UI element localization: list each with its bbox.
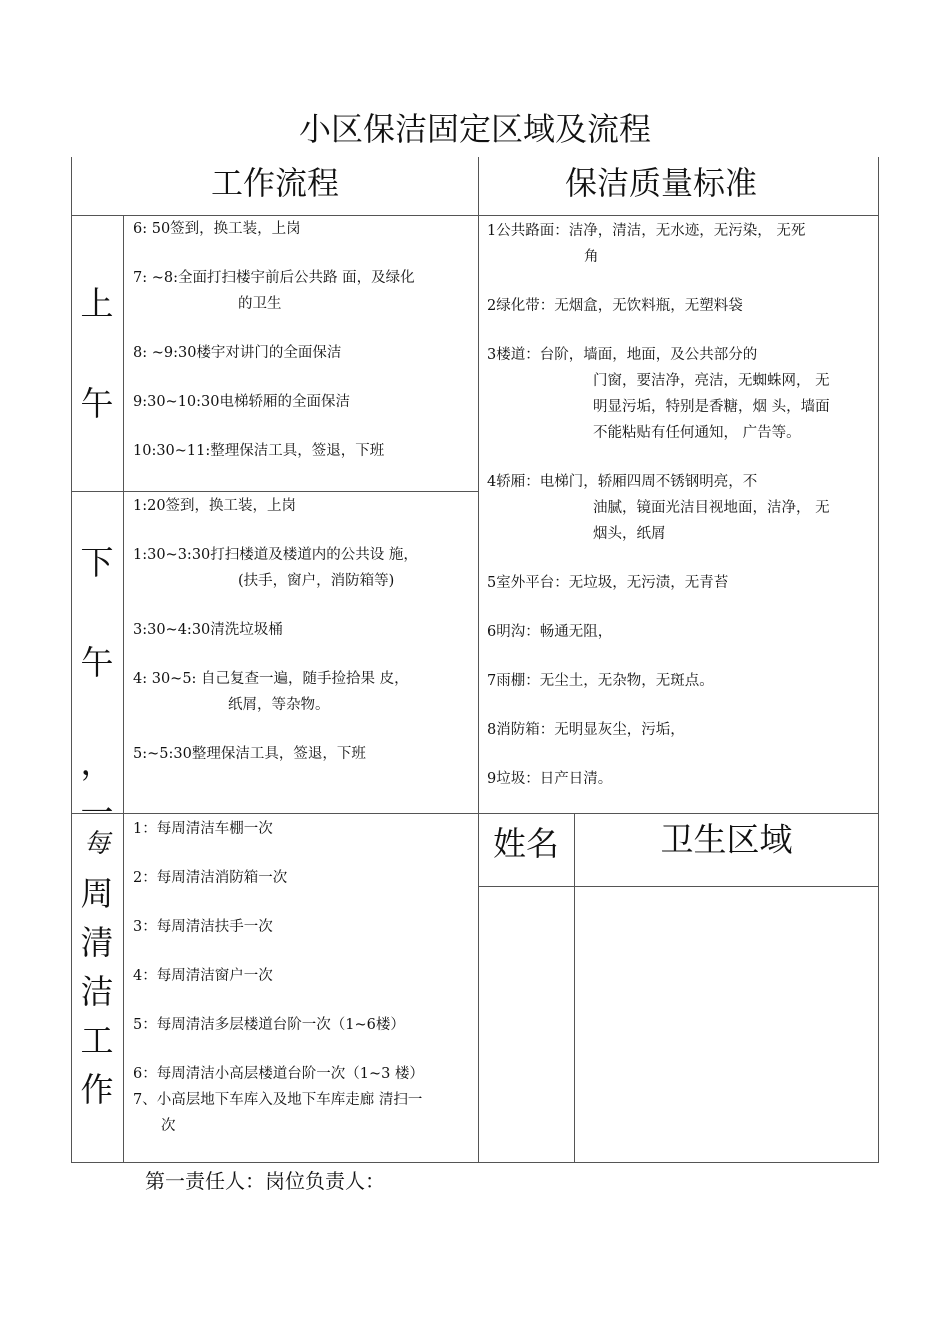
- standard-item: 7雨棚：无尘土，无杂物，无斑点。: [487, 673, 714, 689]
- morning-label-char: 上: [80, 284, 114, 323]
- standard-item: 2绿化带：无烟盒，无饮料瓶，无塑料袋: [487, 298, 743, 314]
- schedule-item: 4: 30~5: 自己复查一遍，随手捡拾果 皮，: [133, 671, 409, 687]
- afternoon-label-char: 一: [80, 793, 114, 832]
- standard-item-cont: 角: [584, 249, 599, 265]
- schedule-item: 6: 50签到，换工装，上岗: [133, 221, 301, 237]
- table-border-bottom: [71, 1162, 879, 1163]
- schedule-item-cont: (扶手，窗户，消防箱等): [238, 573, 395, 589]
- standard-item-cont: 烟头，纸屑: [593, 526, 666, 542]
- weekly-label-char: 周: [80, 874, 114, 913]
- header-quality-standard: 保洁质量标准: [564, 164, 757, 202]
- standard-item: 6明沟：畅通无阻，: [487, 624, 613, 640]
- weekly-item: 7、小高层地下车库入及地下车库走廊 清扫一: [133, 1092, 423, 1108]
- header-workflow: 工作流程: [210, 164, 339, 202]
- afternoon-label-char: 下: [80, 543, 114, 582]
- afternoon-schedule: [133, 493, 418, 767]
- schedule-item: 7: ~8:全面打扫楼宇前后公共路 面，及绿化: [133, 270, 415, 286]
- name-header: 姓名: [493, 824, 559, 863]
- responsible-person-line: 第一责任人：岗位负责人：: [145, 1169, 385, 1193]
- weekly-label: [71, 820, 123, 1114]
- morning-schedule: [133, 216, 415, 464]
- column-divider: [478, 157, 479, 1163]
- afternoon-label-char: ，: [80, 743, 114, 782]
- page-title: 小区保洁固定区域及流程: [298, 110, 651, 148]
- quality-standards: [487, 218, 830, 792]
- schedule-item: 8: ~9:30楼宇对讲门的全面保洁: [133, 345, 342, 361]
- weekly-item-cont: 次: [161, 1118, 176, 1134]
- standard-item: 1公共路面：洁净，清洁，无水迹，无污染， 无死: [487, 223, 806, 239]
- standard-item: 9垃圾：日产日清。: [487, 771, 613, 787]
- schedule-item: 10:30~11:整理保洁工具，签退，下班: [133, 443, 385, 459]
- schedule-item: 1:20签到，换工装，上岗: [133, 498, 297, 514]
- morning-label: [71, 254, 123, 454]
- standard-item: 8消防箱：无明显灰尘，污垢，: [487, 722, 685, 738]
- standard-item: 4轿厢：电梯门，轿厢四周不锈钢明亮，不: [487, 474, 758, 490]
- standard-item: 5室外平台：无垃圾，无污渍，无青苔: [487, 575, 729, 591]
- weekly-item: 1：每周清洁车棚一次: [133, 821, 273, 837]
- weekly-item: 5：每周清洁多层楼道台阶一次（1~6楼）: [133, 1017, 405, 1033]
- schedule-item: 1:30~3:30打扫楼道及楼道内的公共设 施，: [133, 547, 418, 563]
- schedule-item: 5:~5:30整理保洁工具，签退，下班: [133, 746, 366, 762]
- schedule-item: 9:30~10:30电梯轿厢的全面保洁: [133, 394, 350, 410]
- afternoon-label-char: 午: [80, 643, 114, 682]
- weekly-label-char: 工: [80, 1021, 114, 1060]
- weekly-item: 3：每周清洁扶手一次: [133, 919, 273, 935]
- area-header: 卫生区域: [660, 820, 793, 859]
- weekly-item: 2：每周清洁消防箱一次: [133, 870, 288, 886]
- label-column-divider: [123, 215, 124, 1163]
- weekly-label-char: 每: [83, 829, 110, 859]
- standard-item-cont: 门窗，要洁净，亮洁，无蜘蛛网， 无: [593, 373, 830, 389]
- weekly-item: 4：每周清洁窗户一次: [133, 968, 273, 984]
- morning-label-char: 午: [80, 384, 114, 423]
- schedule-item: 3:30~4:30清洗垃圾桶: [133, 622, 283, 638]
- standard-item: 3楼道：台阶，墙面，地面，及公共部分的: [487, 347, 758, 363]
- weekly-tasks: [133, 816, 424, 1139]
- weekly-label-char: 作: [80, 1070, 114, 1109]
- schedule-item-cont: 纸屑，等杂物。: [228, 697, 330, 713]
- schedule-item-cont: 的卫生: [238, 296, 282, 312]
- standard-item-cont: 明显污垢，特别是香糖，烟 头，墙面: [593, 399, 830, 415]
- weekly-item: 6：每周清洁小高层楼道台阶一次（1~3 楼）: [133, 1066, 424, 1082]
- standard-item-cont: 油腻，镜面光洁目视地面，洁净， 无: [593, 500, 830, 516]
- standard-item-cont: 不能粘贴有任何通知， 广告等。: [593, 425, 801, 441]
- afternoon-label: [71, 538, 123, 838]
- weekly-label-char: 洁: [80, 972, 114, 1011]
- weekly-label-char: 清: [80, 923, 114, 962]
- name-column-divider: [574, 813, 575, 1163]
- morning-afternoon-divider: [71, 491, 479, 492]
- name-header-divider: [478, 886, 879, 887]
- table-border-right: [878, 157, 879, 1163]
